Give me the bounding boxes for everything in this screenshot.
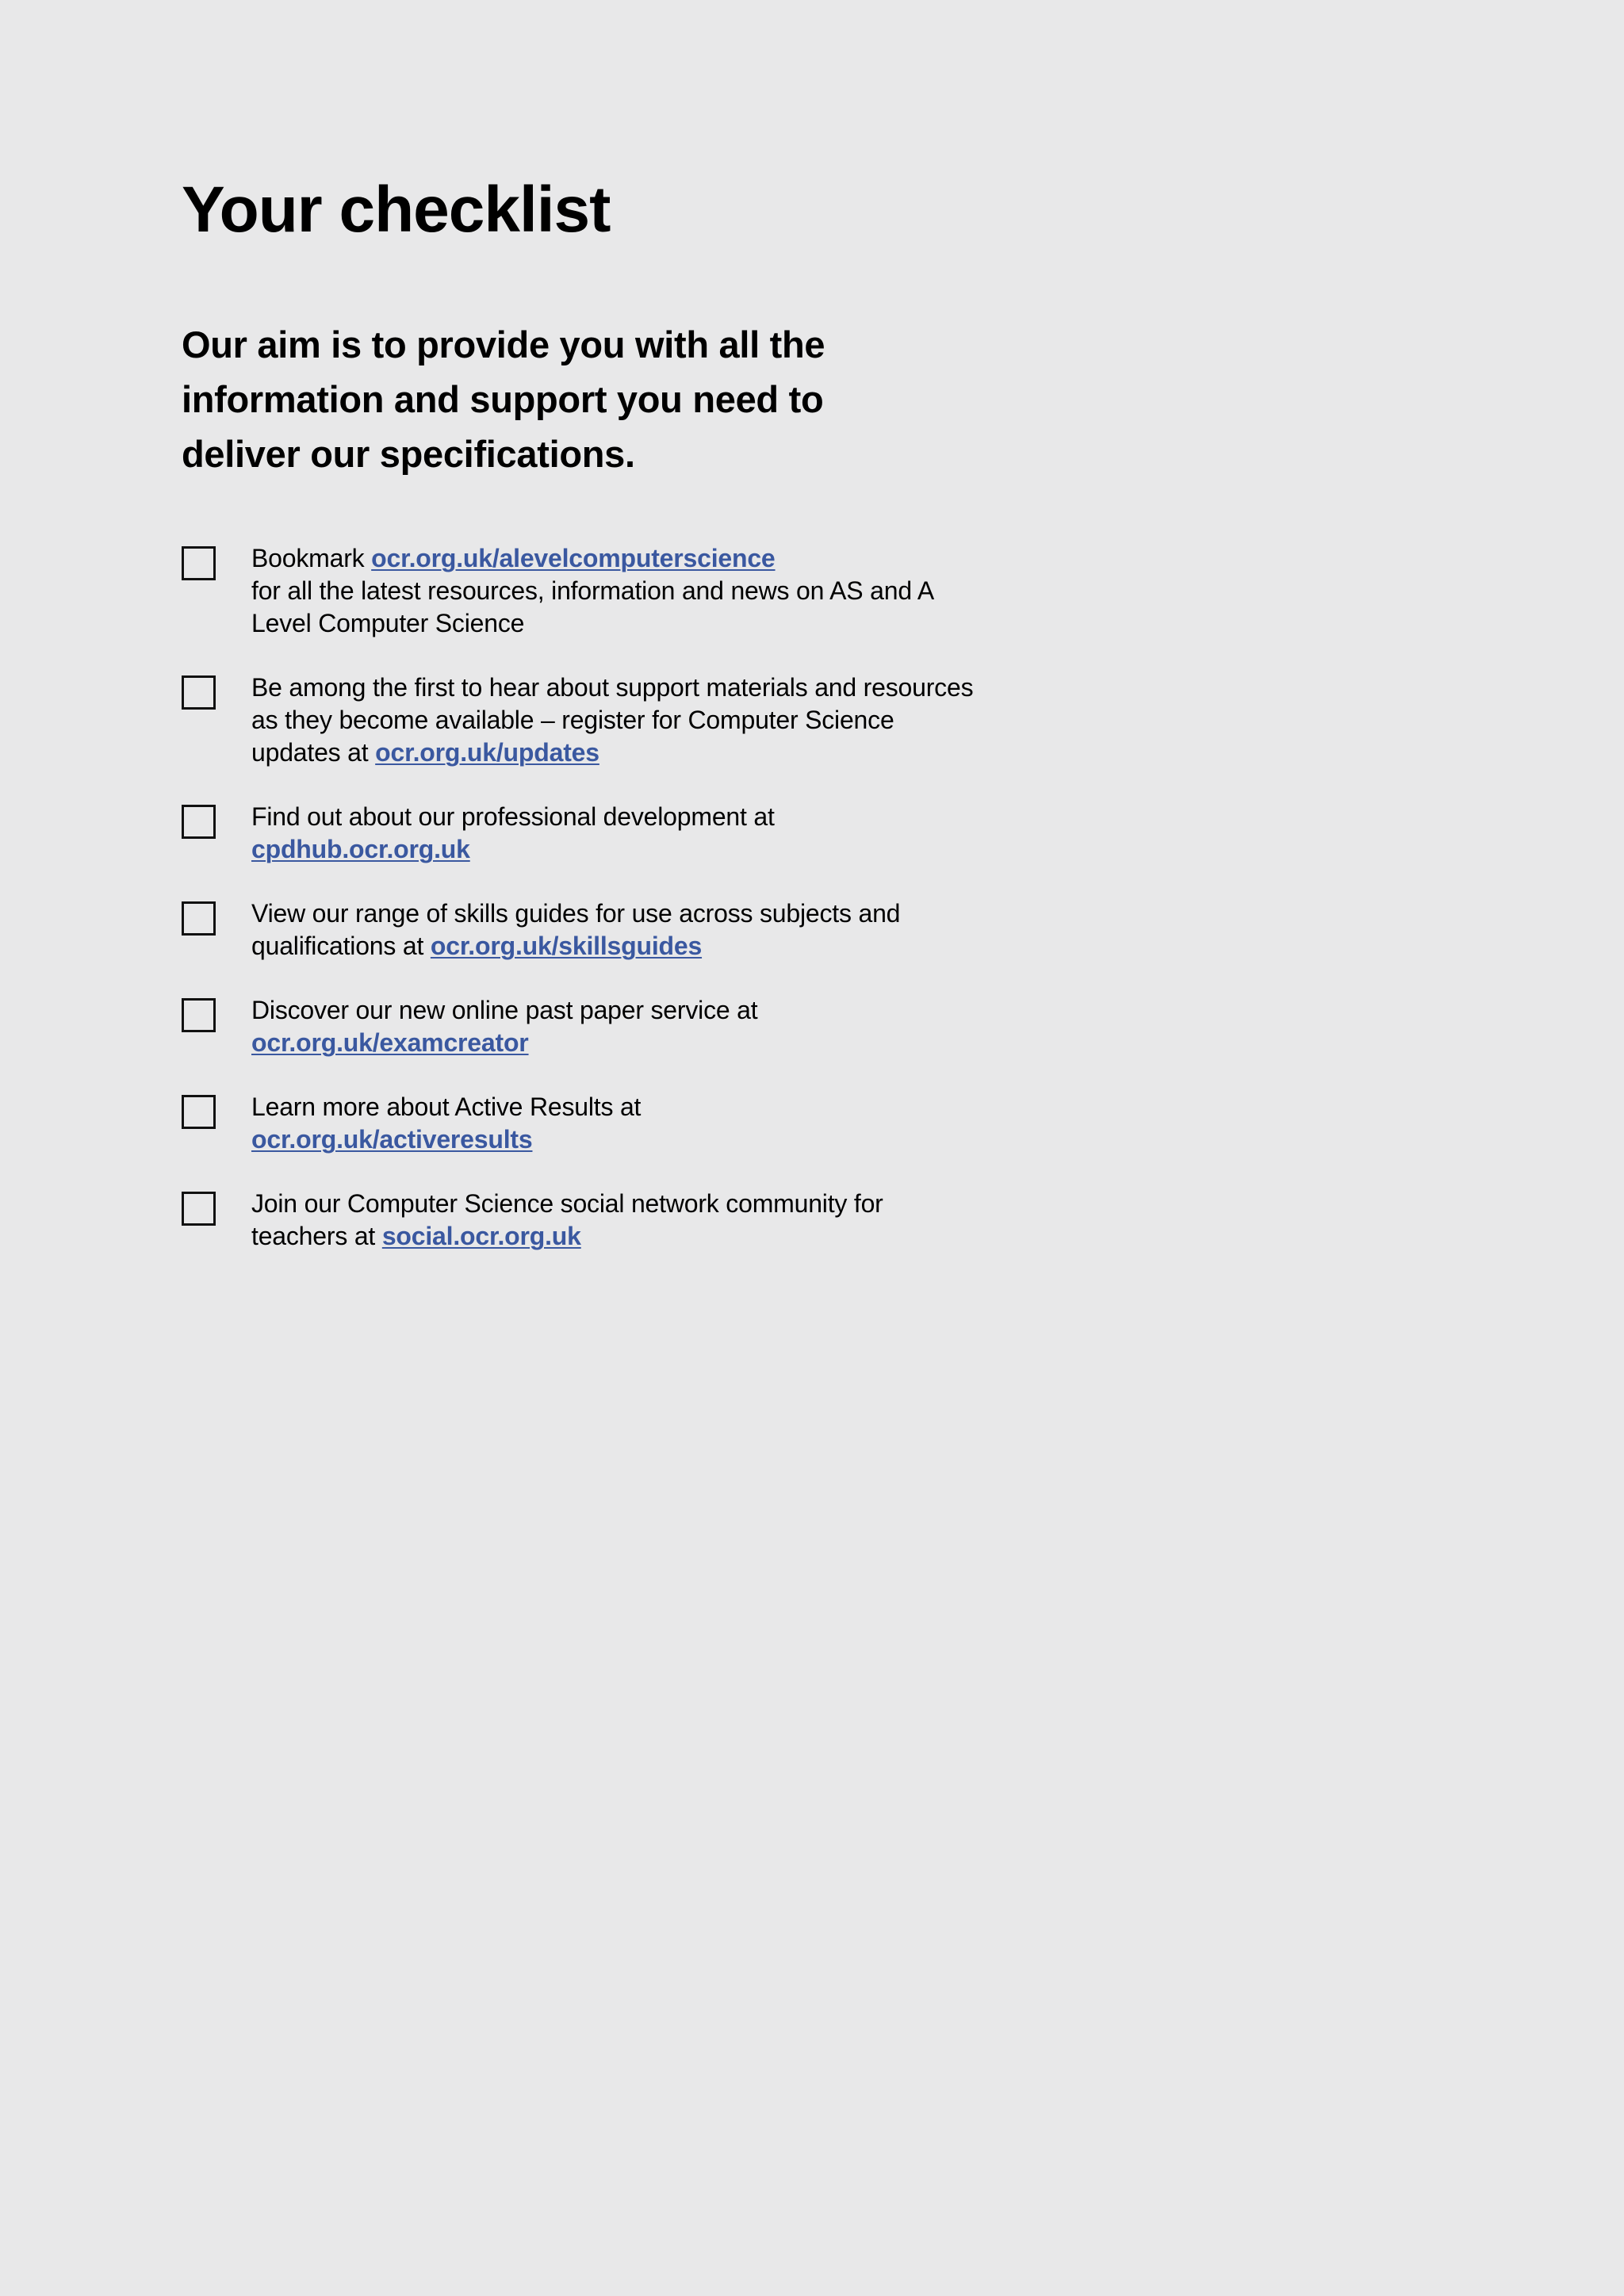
checkbox[interactable] [182,675,216,710]
checklist-item-text [251,542,975,640]
checkbox[interactable] [182,901,216,936]
item-text-before: Join our Computer Science social network community for teachers at [251,1189,883,1250]
checklist-item-text [251,897,975,962]
item-text-before: Bookmark [251,544,372,572]
checklist-item-exam-creator [182,994,975,1059]
link-cpdhub[interactable]: cpdhub.ocr.org.uk [251,835,470,863]
checkbox[interactable] [182,1095,216,1129]
checklist-item-text [251,1188,975,1253]
item-text-before: Learn more about Active Results at [251,1093,642,1121]
checklist-item-text [251,801,975,866]
link-examcreator[interactable]: ocr.org.uk/examcreator [251,1028,529,1057]
item-text-before: Be among the first to hear about support materials and resources as they become available – register for Computer Science updates at [251,673,974,767]
checkbox[interactable] [182,546,216,580]
checklist-item-social-network [182,1188,975,1253]
intro-statement: Our aim is to provide you with all the information and support you need to deliver our specifications. [182,323,825,475]
link-updates[interactable]: ocr.org.uk/updates [375,738,599,767]
link-alevelcomputerscience[interactable]: ocr.org.uk/alevelcomputerscience [371,544,776,572]
page-title: Your checklist [182,174,611,246]
checkbox[interactable] [182,1192,216,1226]
item-text-before: Discover our new online past paper service at [251,996,758,1024]
link-social[interactable]: social.ocr.org.uk [381,1222,581,1250]
checklist-item-skills-guides [182,897,975,962]
checklist-item-text [251,1091,975,1156]
checklist-item-bookmark [182,542,975,640]
link-skillsguides[interactable]: ocr.org.uk/skillsguides [430,932,703,960]
checklist-item-active-results [182,1091,975,1156]
checklist-item-text [251,994,975,1059]
item-text-before: View our range of skills guides for use across subjects and qualifications at [251,899,901,960]
checklist [182,542,975,1284]
checklist-item-text [251,672,975,769]
checklist-item-professional-development [182,801,975,866]
checkbox[interactable] [182,805,216,839]
link-activeresults[interactable]: ocr.org.uk/activeresults [251,1125,533,1154]
checkbox[interactable] [182,998,216,1032]
item-text-after: for all the latest resources, information and news on AS and A Level Computer Science [251,576,933,637]
checklist-item-updates [182,672,975,769]
item-text-before: Find out about our professional development at [251,802,775,831]
